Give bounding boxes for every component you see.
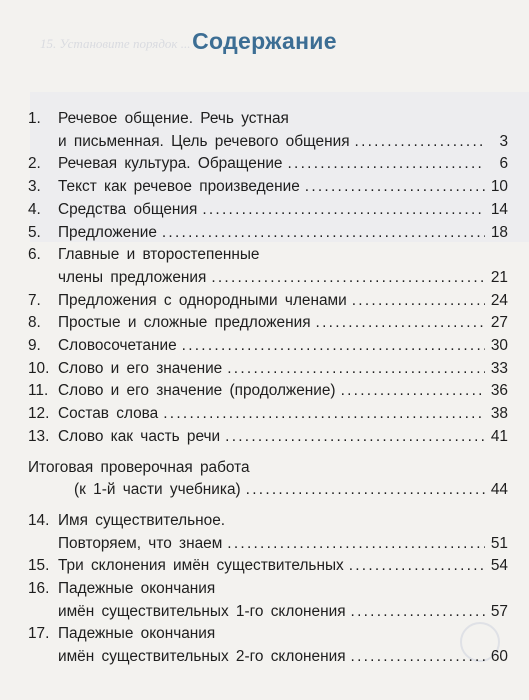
toc-entry[interactable] xyxy=(28,403,508,426)
dot-leader xyxy=(351,601,485,624)
toc-number: 10. xyxy=(28,359,50,377)
toc-entry-text: Падежные окончания xyxy=(58,580,216,598)
toc-page-number: 24 xyxy=(490,291,508,309)
toc-entry[interactable] xyxy=(28,335,508,358)
toc-entry-text: и письменная. Цель речевого общения xyxy=(58,132,350,150)
toc-page-number: 60 xyxy=(490,648,508,666)
dot-leader xyxy=(225,426,485,449)
toc-entry-text: Слово как часть речи xyxy=(58,427,221,445)
toc-entry-text: Итоговая проверочная работа xyxy=(28,458,250,476)
toc-entry-text: (к 1-й части учебника) xyxy=(74,481,241,499)
toc-page-number: 6 xyxy=(499,155,508,173)
toc-line xyxy=(28,555,508,578)
dot-leader xyxy=(349,555,485,578)
toc-number: 12. xyxy=(28,405,50,423)
section-gap xyxy=(28,449,508,457)
toc-entry-text: Предложения с однородными членами xyxy=(58,291,347,309)
toc-number: 7. xyxy=(28,291,41,309)
toc-entry[interactable] xyxy=(28,358,508,381)
table-of-contents xyxy=(28,108,508,669)
toc-number: 5. xyxy=(28,223,41,241)
toc-entry[interactable] xyxy=(28,108,508,153)
toc-line xyxy=(28,380,508,403)
toc-line xyxy=(28,222,508,245)
toc-page-number: 57 xyxy=(490,602,508,620)
bleed-through-text: 15. Установите порядок ... xyxy=(40,36,191,51)
toc-number: 4. xyxy=(28,200,41,218)
toc-entry-text: имён существительных 2-го склонения xyxy=(58,648,346,666)
toc-line xyxy=(28,479,508,502)
toc-entry[interactable] xyxy=(28,244,508,289)
toc-page-number: 30 xyxy=(490,337,508,355)
toc-entry[interactable] xyxy=(28,578,508,623)
toc-entry-text: Падежные окончания xyxy=(58,625,216,643)
toc-number: 9. xyxy=(28,337,41,355)
toc-number: 8. xyxy=(28,314,41,332)
toc-number: 17. xyxy=(28,625,50,643)
toc-entry-text: Словосочетание xyxy=(58,337,177,355)
toc-entry[interactable] xyxy=(28,312,508,335)
dot-leader xyxy=(202,199,485,222)
dot-leader xyxy=(287,153,485,176)
toc-entry[interactable] xyxy=(28,290,508,313)
toc-entry-text: Средства общения xyxy=(58,200,198,218)
dot-leader xyxy=(352,290,485,313)
toc-entry[interactable] xyxy=(28,176,508,199)
toc-line xyxy=(28,601,508,624)
toc-number: 1. xyxy=(28,110,41,127)
toc-entry-text: имён существительных 1-го склонения xyxy=(58,602,346,620)
toc-entry-text: Повторяем, что знаем xyxy=(58,534,223,552)
toc-entry-text: Текст как речевое произведение xyxy=(58,178,300,196)
toc-entry[interactable] xyxy=(28,153,508,176)
toc-entry[interactable] xyxy=(28,426,508,449)
toc-entry-text: Слово и его значение (продолжение) xyxy=(58,382,336,400)
toc-entry[interactable] xyxy=(28,199,508,222)
toc-entry[interactable] xyxy=(28,222,508,245)
toc-page-number: 27 xyxy=(490,314,508,332)
dot-leader xyxy=(163,403,485,426)
toc-page-number: 41 xyxy=(490,427,508,445)
toc-line xyxy=(28,176,508,199)
section-gap xyxy=(28,502,508,510)
toc-page-number: 51 xyxy=(490,534,508,552)
toc-entry-text: Речевое общение. Речь устная xyxy=(58,110,289,127)
toc-line xyxy=(28,131,508,154)
toc-page-number: 3 xyxy=(499,132,508,150)
toc-number: 11. xyxy=(28,382,49,400)
toc-line xyxy=(28,108,508,131)
toc-entry[interactable] xyxy=(28,380,508,403)
dot-leader xyxy=(351,646,485,669)
toc-entry[interactable] xyxy=(28,623,508,668)
dot-leader xyxy=(305,176,485,199)
toc-line xyxy=(28,623,508,646)
toc-line xyxy=(28,646,508,669)
toc-page-number: 21 xyxy=(490,268,508,286)
dot-leader xyxy=(162,222,485,245)
page-title: Содержание xyxy=(192,28,337,54)
toc-line xyxy=(28,457,508,480)
toc-number: 6. xyxy=(28,246,41,264)
toc-page-number: 38 xyxy=(490,405,508,423)
toc-line xyxy=(28,199,508,222)
toc-line xyxy=(28,244,508,267)
dot-leader xyxy=(227,358,485,381)
toc-entry-text: Слово и его значение xyxy=(58,359,223,377)
dot-leader xyxy=(341,380,485,403)
toc-page-number: 44 xyxy=(490,481,508,499)
toc-line xyxy=(28,426,508,449)
toc-page-number: 14 xyxy=(490,200,508,218)
toc-number: 14. xyxy=(28,511,50,529)
toc-line xyxy=(28,153,508,176)
toc-number: 2. xyxy=(28,155,41,173)
toc-entry-text: Имя существительное. xyxy=(58,511,226,529)
toc-line xyxy=(28,290,508,313)
dot-leader xyxy=(227,533,485,556)
toc-entry[interactable] xyxy=(28,457,508,502)
toc-entry-text: Речевая культура. Обращение xyxy=(58,155,283,173)
toc-line xyxy=(28,358,508,381)
toc-page-number: 10 xyxy=(490,178,508,196)
toc-line xyxy=(28,312,508,335)
toc-number: 3. xyxy=(28,178,41,196)
toc-line xyxy=(28,578,508,601)
toc-entry-text: Состав слова xyxy=(58,405,159,423)
toc-page-number: 54 xyxy=(490,557,508,575)
toc-entry-text: Простые и сложные предложения xyxy=(58,314,311,332)
toc-entry-text: Главные и второстепенные xyxy=(58,246,260,264)
dot-leader xyxy=(211,267,485,290)
toc-number: 16. xyxy=(28,580,50,598)
toc-entry[interactable] xyxy=(28,510,508,555)
toc-page-number: 18 xyxy=(490,223,508,241)
toc-number: 13. xyxy=(28,427,50,445)
toc-line xyxy=(28,335,508,358)
toc-number: 15. xyxy=(28,557,50,575)
dot-leader xyxy=(246,479,485,502)
toc-line xyxy=(28,533,508,556)
toc-line xyxy=(28,510,508,533)
dot-leader xyxy=(355,131,485,154)
dot-leader xyxy=(316,312,485,335)
toc-page-number: 33 xyxy=(490,359,508,377)
dot-leader xyxy=(182,335,485,358)
toc-page-number: 36 xyxy=(490,382,508,400)
toc-line xyxy=(28,403,508,426)
toc-entry-text: Три склонения имён существительных xyxy=(58,557,344,575)
toc-entry-text: Предложение xyxy=(58,223,157,241)
toc-entry[interactable] xyxy=(28,555,508,578)
toc-line xyxy=(28,267,508,290)
toc-entry-text: члены предложения xyxy=(58,268,207,286)
